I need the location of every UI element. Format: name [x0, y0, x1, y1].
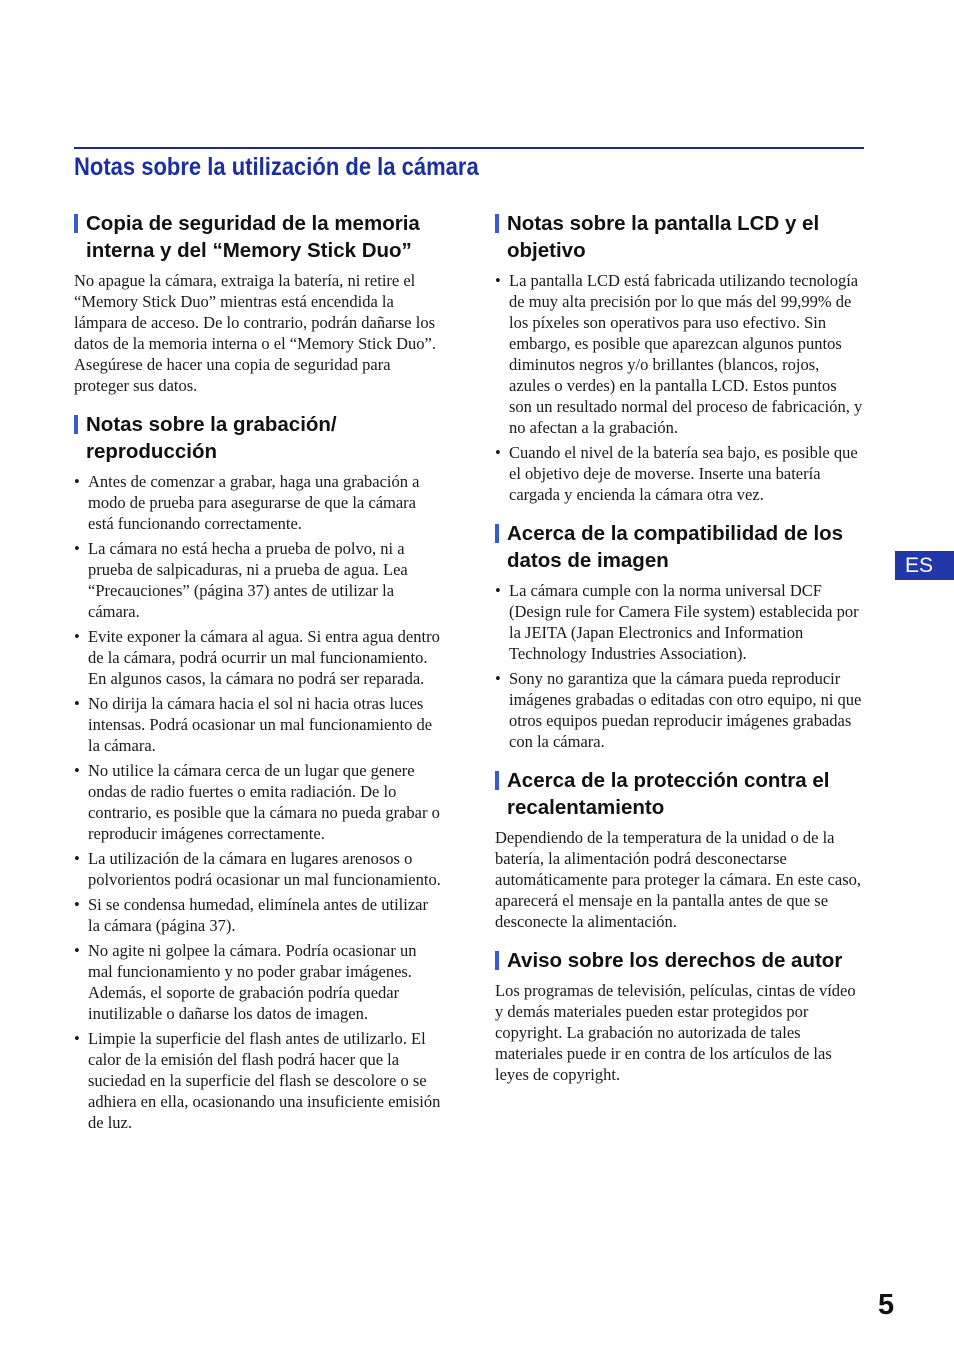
list-item: • Limpie la superficie del flash antes de utilizarlo. El calor de la emisión del flash podrá hacer que la suciedad en la superficie del flash se descolore o se adhiera en ella, ocasionando una insuficiente emisión de luz. — [74, 1029, 441, 1132]
right-column — [495, 210, 863, 1100]
bullet-icon: • — [74, 472, 80, 491]
list-item: • No dirija la cámara hacia el sol ni hacia otras luces intensas. Podrá ocasionar un mal funcionamiento de la cámara. — [74, 694, 433, 755]
section-heading — [495, 767, 863, 821]
section-heading — [495, 210, 863, 264]
section-bar-icon — [495, 951, 499, 970]
section-bar-icon — [495, 771, 499, 790]
section-paragraph: Dependiendo de la temperatura de la unidad o de la batería, la alimentación podrá desconectarse automáticamente para proteger la cámara. En este caso, aparecerá el mensaje en la pantalla antes de que se desconecte la alimentación. — [495, 828, 862, 931]
bullet-icon: • — [495, 669, 501, 688]
language-tab: ES — [895, 551, 954, 580]
section-heading-text: Aviso sobre los derechos de autor — [507, 949, 843, 972]
bullet-icon: • — [74, 1029, 80, 1048]
section-bar-icon — [495, 214, 499, 233]
left-column — [74, 210, 442, 1148]
section-bar-icon — [74, 415, 78, 434]
bullet-icon: • — [495, 271, 501, 290]
section-compat — [495, 520, 863, 752]
section-heading-text: Copia de seguridad de la memoria interna y del “Memory Stick Duo” — [86, 212, 420, 262]
section-heading-text: Acerca de la protección contra el recalentamiento — [507, 769, 830, 819]
list-item: • Evite exponer la cámara al agua. Si entra agua dentro de la cámara, podrá ocurrir un mal funcionamiento. En algunos casos, la cámara no podrá ser reparada. — [74, 627, 440, 688]
section-backup — [74, 210, 442, 396]
bullet-icon: • — [495, 581, 501, 600]
bullet-icon: • — [74, 694, 80, 713]
bullet-icon: • — [495, 443, 501, 462]
bullet-icon: • — [74, 941, 80, 960]
list-item: • Si se condensa humedad, elimínela antes de utilizar la cámara (página 37). — [74, 895, 428, 935]
bullet-icon: • — [74, 761, 80, 780]
section-heading — [495, 520, 863, 574]
bullet-list — [74, 471, 442, 1133]
bullet-icon: • — [74, 849, 80, 868]
section-recording — [74, 411, 442, 1133]
section-heading-text: Notas sobre la grabación/ reproducción — [86, 413, 337, 463]
bullet-icon: • — [74, 539, 80, 558]
section-overheat — [495, 767, 863, 932]
bullet-list — [495, 580, 863, 752]
section-paragraph: No apague la cámara, extraiga la batería, ni retire el “Memory Stick Duo” mientras está encendida la lámpara de acceso. De lo contrario, podrán dañarse los datos de la memoria interna o el “Memory Stick Duo”. Asegúrese de hacer una copia de seguridad para proteger sus datos. — [74, 271, 436, 395]
section-bar-icon — [495, 524, 499, 543]
list-item: • Sony no garantiza que la cámara pueda reproducir imágenes grabadas o editadas con otro equipo, ni que otros equipos puedan reproducir imágenes grabadas con la cámara. — [495, 669, 862, 751]
list-item: • La cámara cumple con la norma universal DCF (Design rule for Camera File system) establecida por la JEITA (Japan Electronics and Information Technology Industries Association). — [495, 581, 859, 663]
bullet-list — [495, 270, 863, 505]
section-heading — [495, 947, 863, 974]
section-heading-text: Acerca de la compatibilidad de los datos de imagen — [507, 522, 844, 572]
section-heading — [74, 411, 442, 465]
section-heading-text: Notas sobre la pantalla LCD y el objetivo — [507, 212, 820, 262]
page-title: Notas sobre la utilización de la cámara — [74, 153, 479, 181]
list-item: • La pantalla LCD está fabricada utilizando tecnología de muy alta precisión por lo que más del 99,99% de los píxeles son operativos para uso efectivo. Sin embargo, es posible que aparezcan algunos puntos diminutos negros y/o brillantes (blancos, rojos, azules o verdes) en la pantalla LCD. Estos puntos son un resultado normal del proceso de fabricación, y no afectan a la grabación. — [495, 271, 863, 437]
title-rule — [74, 147, 864, 149]
bullet-icon: • — [74, 895, 80, 914]
section-lcd — [495, 210, 863, 505]
list-item: • No agite ni golpee la cámara. Podría ocasionar un mal funcionamiento y no poder grabar imágenes. Además, el soporte de grabación podría quedar inutilizable o dañarse los datos de imagen. — [74, 941, 417, 1023]
section-copyright — [495, 947, 863, 1085]
section-heading — [74, 210, 442, 264]
section-paragraph: Los programas de televisión, películas, cintas de vídeo y demás materiales pueden estar protegidos por copyright. La grabación no autorizada de tales materiales puede ir en contra de los artículos de las leyes de copyright. — [495, 981, 856, 1084]
list-item: • Antes de comenzar a grabar, haga una grabación a modo de prueba para asegurarse de que la cámara está funcionando correctamente. — [74, 472, 420, 533]
bullet-icon: • — [74, 627, 80, 646]
page-number: 5 — [878, 1289, 895, 1321]
list-item: • Cuando el nivel de la batería sea bajo, es posible que el objetivo deje de moverse. Inserte una batería cargada y encienda la cámara otra vez. — [495, 443, 858, 504]
list-item: • No utilice la cámara cerca de un lugar que genere ondas de radio fuertes o emita radiación. De lo contrario, es posible que la cámara no pueda grabar o reproducir imágenes correctamente. — [74, 761, 440, 843]
section-bar-icon — [74, 214, 78, 233]
list-item: • La utilización de la cámara en lugares arenosos o polvorientos podrá ocasionar un mal funcionamiento. — [74, 849, 441, 889]
list-item: • La cámara no está hecha a prueba de polvo, ni a prueba de salpicaduras, ni a prueba de agua. Lea “Precauciones” (página 37) antes de utilizar la cámara. — [74, 539, 408, 621]
